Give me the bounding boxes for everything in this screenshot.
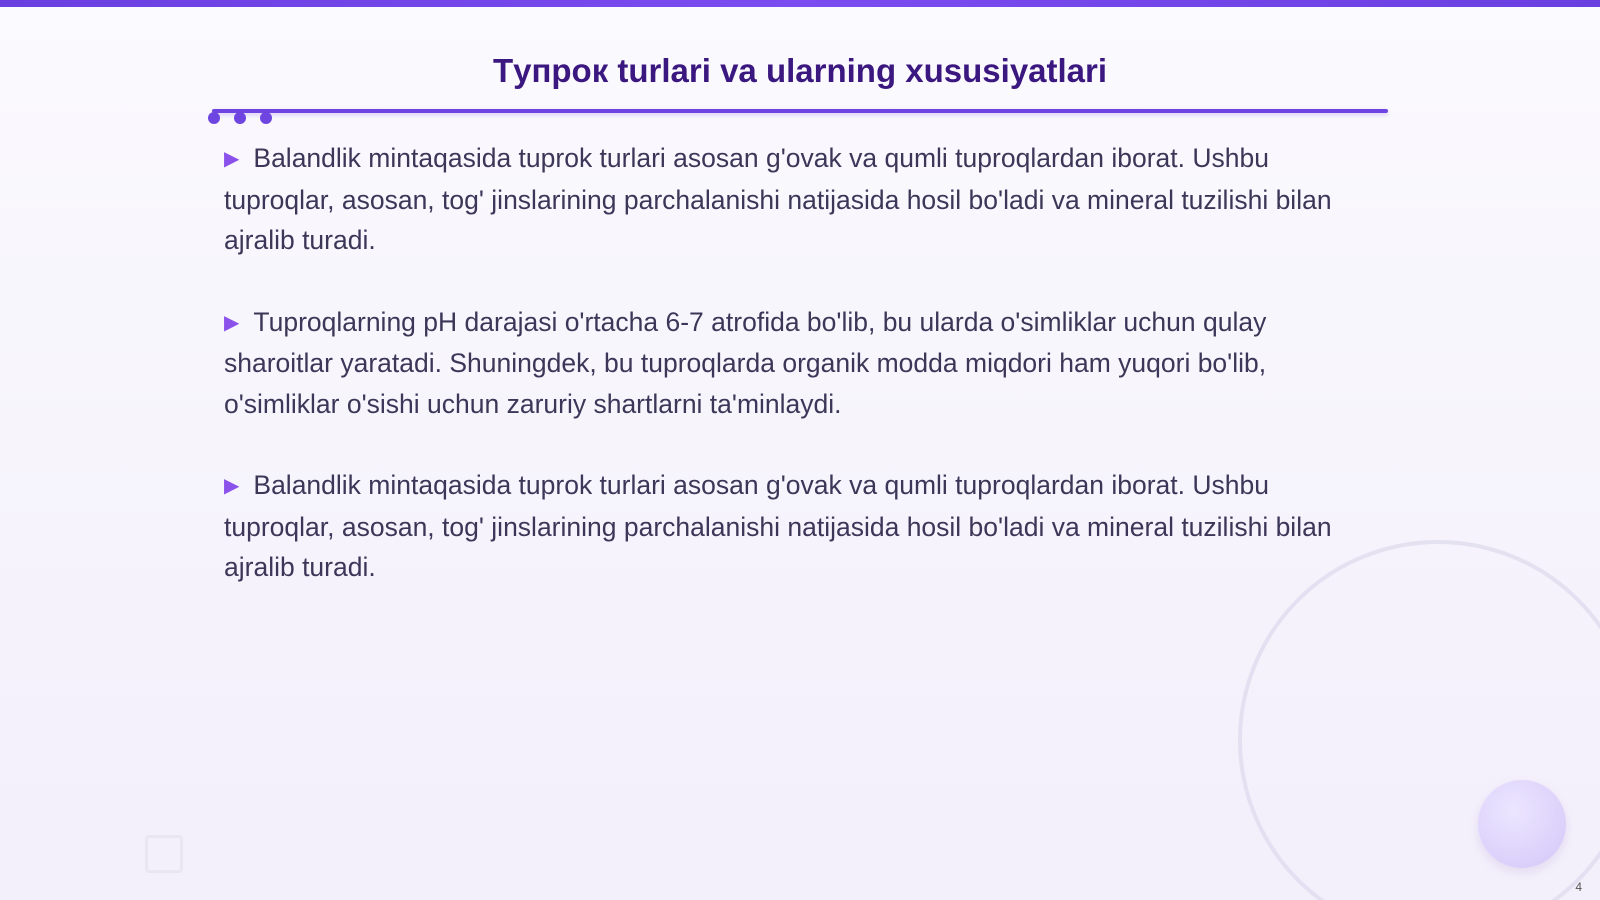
bullet-item	[224, 302, 1374, 425]
bullet-list	[224, 138, 1374, 629]
page-number: 4	[1575, 880, 1582, 894]
divider-dot	[208, 112, 220, 124]
bullet-item	[224, 465, 1374, 588]
divider-dot	[234, 112, 246, 124]
bullet-arrow-icon: ▶	[224, 475, 240, 497]
title-divider	[212, 109, 1388, 113]
bullet-text: Balandlik mintaqasida tuprok turlari asosan g'ovak va qumli tuproqlardan iborat. Ushbu tuproqlar, asosan, tog' jinslarining parchalanishi natijasida hosil bo'ladi va mineral tuzilishi bilan ajralib turadi.	[224, 470, 1332, 582]
bullet-text: Balandlik mintaqasida tuprok turlari asosan g'ovak va qumli tuproqlardan iborat. Ushbu tuproqlar, asosan, tog' jinslarining parchalanishi natijasida hosil bo'ladi va mineral tuzilishi bilan ajralib turadi.	[224, 143, 1332, 255]
decorative-square	[145, 835, 183, 873]
bullet-arrow-icon: ▶	[224, 311, 240, 334]
divider-dot	[260, 112, 272, 124]
bullet-text: Tuproqlarning pH darajasi o'rtacha 6-7 atrofida bo'lib, bu ularda o'simliklar uchun qulay sharoitlar yaratadi. Shuningdek, bu tuproqlarda organik modda miqdori ham yuqori bo'lib, o'simliklar o'sishi uchun zaruriy shartlarni ta'minlaydi.	[224, 306, 1267, 419]
slide-title: Tупрок turlari va ularning xususiyatlari	[492, 52, 1108, 89]
top-accent-bar	[0, 0, 1600, 7]
bullet-arrow-icon: ▶	[224, 148, 240, 170]
bullet-item	[224, 138, 1374, 261]
decorative-circle	[1478, 780, 1566, 868]
